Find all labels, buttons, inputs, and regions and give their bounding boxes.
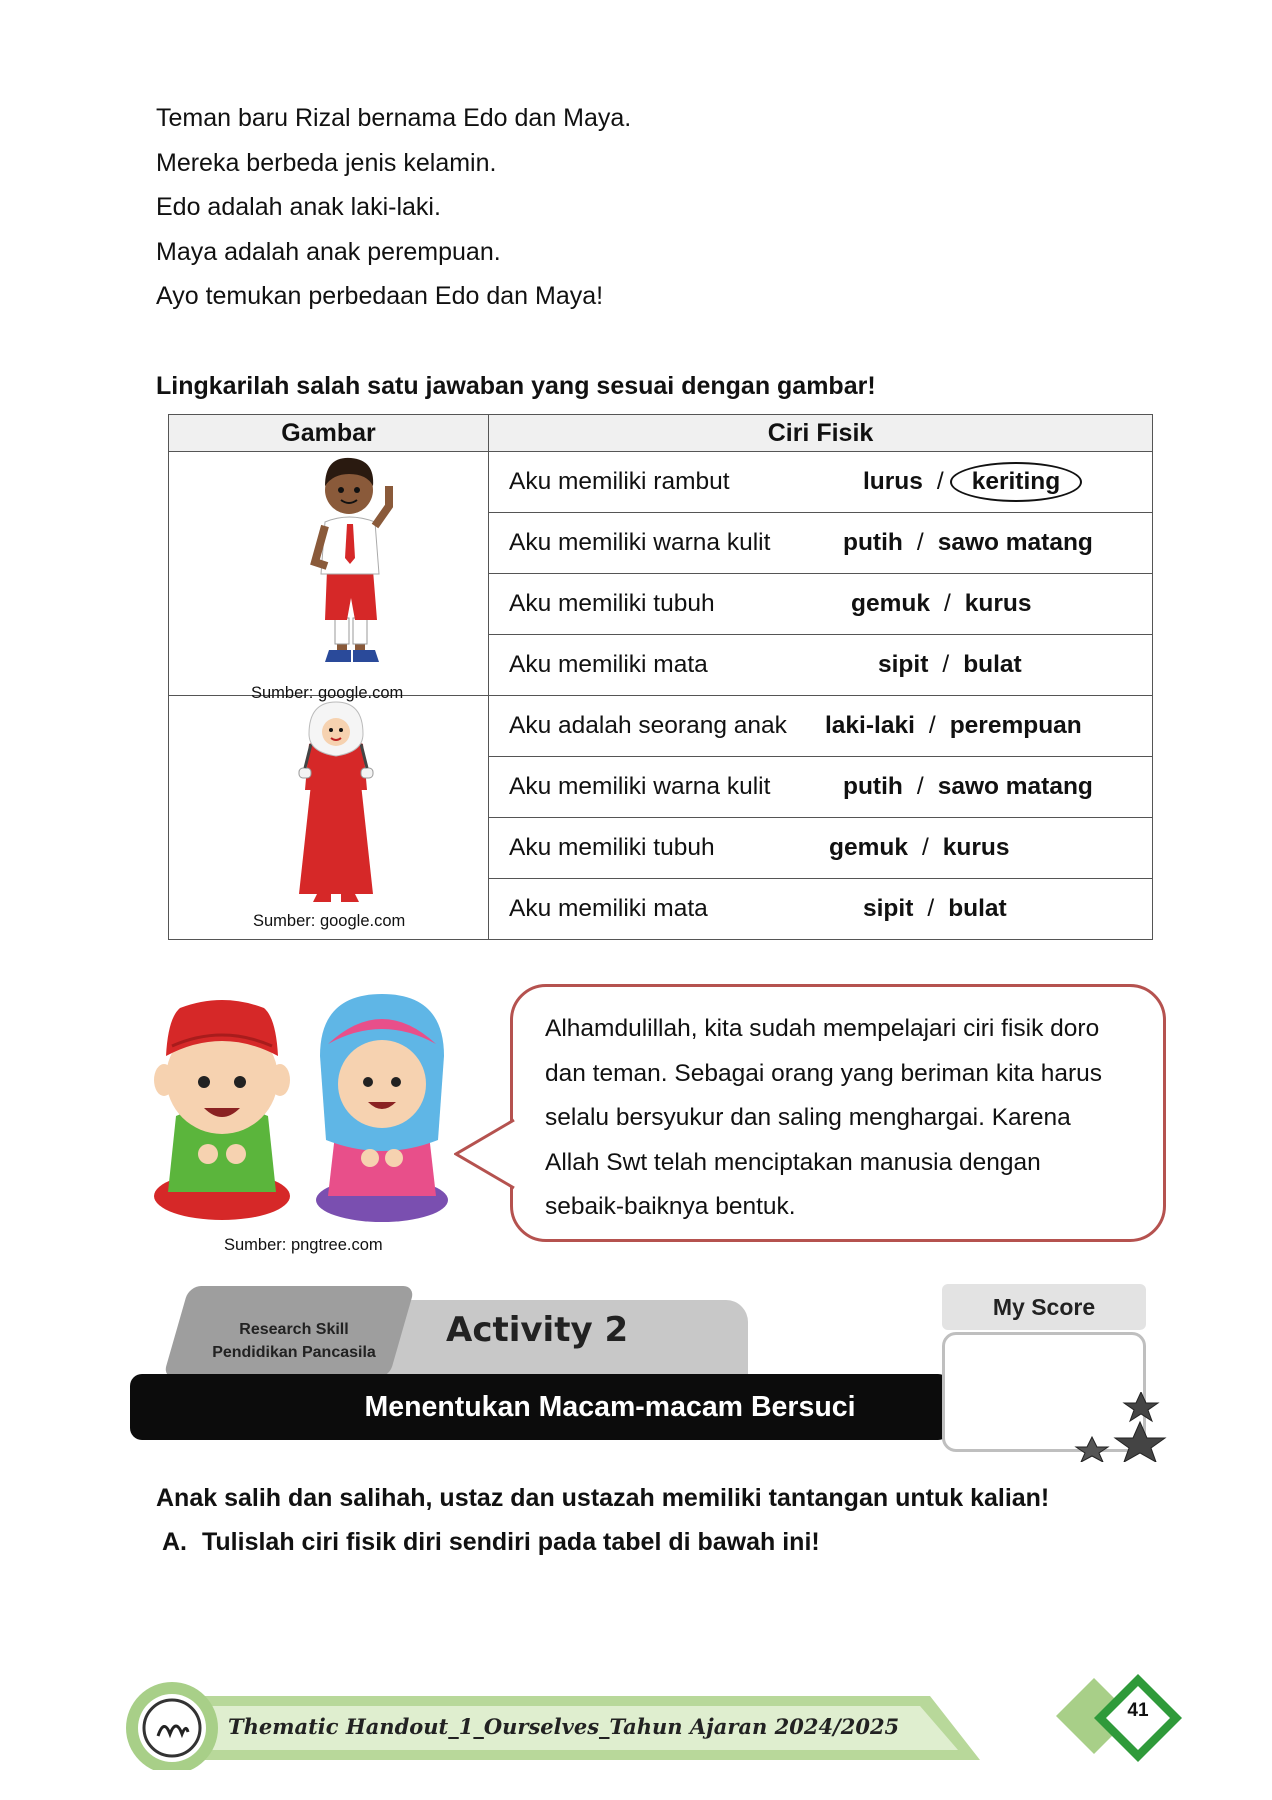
- trait-options: [851, 590, 1032, 618]
- speech-line: Allah Swt telah menciptakan manusia dengan: [545, 1148, 1041, 1176]
- trait-statement: Aku memiliki warna kulit: [509, 529, 771, 556]
- trait-options: [825, 712, 1082, 740]
- boy-student-illustration: [289, 456, 409, 678]
- option-separator: /: [916, 529, 924, 556]
- praying-children-illustration: [142, 986, 472, 1236]
- trait-statement: Aku memiliki rambut: [509, 468, 730, 495]
- option-putih[interactable]: putih: [843, 773, 903, 800]
- option-laki-laki[interactable]: laki-laki: [825, 712, 915, 739]
- option-separator: /: [927, 895, 935, 922]
- speech-line: Alhamdulillah, kita sudah mempelajari ciri fisik doro: [545, 1015, 1100, 1042]
- girl-picture-cell: [169, 696, 489, 940]
- trait-row: [489, 757, 1153, 818]
- option-sawo-matang[interactable]: sawo matang: [937, 529, 1093, 556]
- option-lurus[interactable]: lurus: [863, 468, 923, 495]
- trait-statement: Aku memiliki tubuh: [509, 834, 715, 861]
- physical-traits-table: [168, 414, 1153, 940]
- trait-statement: Aku adalah seorang anak: [509, 712, 787, 739]
- boy-image-source: Sumber: google.com: [251, 684, 404, 702]
- option-keriting-circled[interactable]: keriting: [950, 462, 1083, 502]
- trait-row: [489, 513, 1153, 574]
- trait-statement: Aku memiliki tubuh: [509, 590, 715, 617]
- task-a-label: A.: [162, 1528, 187, 1556]
- trait-row: [489, 574, 1153, 635]
- option-kurus[interactable]: kurus: [964, 590, 1032, 617]
- trait-row: [489, 879, 1153, 940]
- trait-row: [489, 818, 1153, 879]
- option-bulat[interactable]: bulat: [963, 651, 1022, 678]
- option-separator: /: [942, 651, 950, 678]
- intro-line: Teman baru Rizal bernama Edo dan Maya.: [156, 104, 632, 132]
- stars-icon: [1062, 1392, 1172, 1462]
- option-separator: /: [936, 468, 944, 495]
- trait-options: [863, 895, 1007, 923]
- trait-row: [489, 696, 1153, 757]
- page-number: 41: [1127, 1700, 1149, 1721]
- intro-line: Ayo temukan perbedaan Edo dan Maya!: [156, 282, 604, 310]
- footer-handout-title: Thematic Handout_1_Ourselves_Tahun Ajaran 2024/2025: [228, 1714, 900, 1739]
- option-sipit[interactable]: sipit: [878, 651, 929, 678]
- speech-bubble-tail: [454, 1118, 516, 1190]
- activity-subtitle: Menentukan Macam-macam Bersuci: [364, 1391, 856, 1423]
- subject-tab-line2: Pendidikan Pancasila: [212, 1344, 376, 1361]
- trait-statement: Aku memiliki warna kulit: [509, 773, 771, 800]
- trait-row: [489, 635, 1153, 696]
- speech-line: selalu bersyukur dan saling menghargai. Karena: [545, 1104, 1071, 1131]
- girl-student-illustration: [281, 698, 391, 908]
- intro-line: Maya adalah anak perempuan.: [156, 237, 501, 266]
- option-gemuk[interactable]: gemuk: [851, 590, 930, 617]
- task-intro: Anak salih dan salihah, ustaz dan ustazah memiliki tantangan untuk kalian!: [156, 1484, 1050, 1512]
- trait-options: [829, 834, 1010, 862]
- option-separator: /: [943, 590, 951, 617]
- option-kurus[interactable]: kurus: [942, 834, 1010, 861]
- option-sawo-matang[interactable]: sawo matang: [937, 773, 1093, 800]
- speech-bubble: [510, 984, 1166, 1242]
- trait-statement: Aku memiliki mata: [509, 895, 708, 922]
- speech-line: dan teman. Sebagai orang yang beriman kita harus: [545, 1059, 1103, 1087]
- header-ciri-fisik: Ciri Fisik: [489, 415, 1153, 452]
- trait-options: [843, 529, 1093, 557]
- option-separator: /: [916, 773, 924, 800]
- option-separator: /: [921, 834, 929, 861]
- option-sipit[interactable]: sipit: [863, 895, 914, 922]
- option-separator: /: [928, 712, 936, 739]
- header-gambar: Gambar: [169, 415, 489, 452]
- trait-options: [843, 773, 1093, 801]
- option-perempuan[interactable]: perempuan: [949, 712, 1082, 739]
- option-gemuk[interactable]: gemuk: [829, 834, 908, 861]
- intro-line: Mereka berbeda jenis kelamin.: [156, 148, 497, 177]
- trait-row: [489, 452, 1153, 513]
- speech-line: sebaik-baiknya bentuk.: [545, 1193, 796, 1220]
- my-score-label: My Score: [942, 1284, 1146, 1330]
- subject-tab-line1: Research Skill: [239, 1321, 349, 1338]
- trait-options: [863, 462, 1082, 502]
- boy-picture-cell: [169, 452, 489, 702]
- activity-title: Activity 2: [446, 1310, 629, 1350]
- option-putih[interactable]: putih: [843, 529, 903, 556]
- trait-options: [878, 651, 1022, 679]
- task-a-text: Tulislah ciri fisik diri sendiri pada tabel di bawah ini!: [202, 1528, 820, 1556]
- exercise-instruction: Lingkarilah salah satu jawaban yang sesuai dengan gambar!: [156, 372, 876, 400]
- intro-line: Edo adalah anak laki-laki.: [156, 193, 441, 221]
- kids-image-source: Sumber: pngtree.com: [224, 1236, 383, 1254]
- girl-image-source: Sumber: google.com: [253, 912, 406, 930]
- option-bulat[interactable]: bulat: [948, 895, 1007, 922]
- intro-paragraph: [156, 96, 631, 319]
- trait-statement: Aku memiliki mata: [509, 651, 708, 678]
